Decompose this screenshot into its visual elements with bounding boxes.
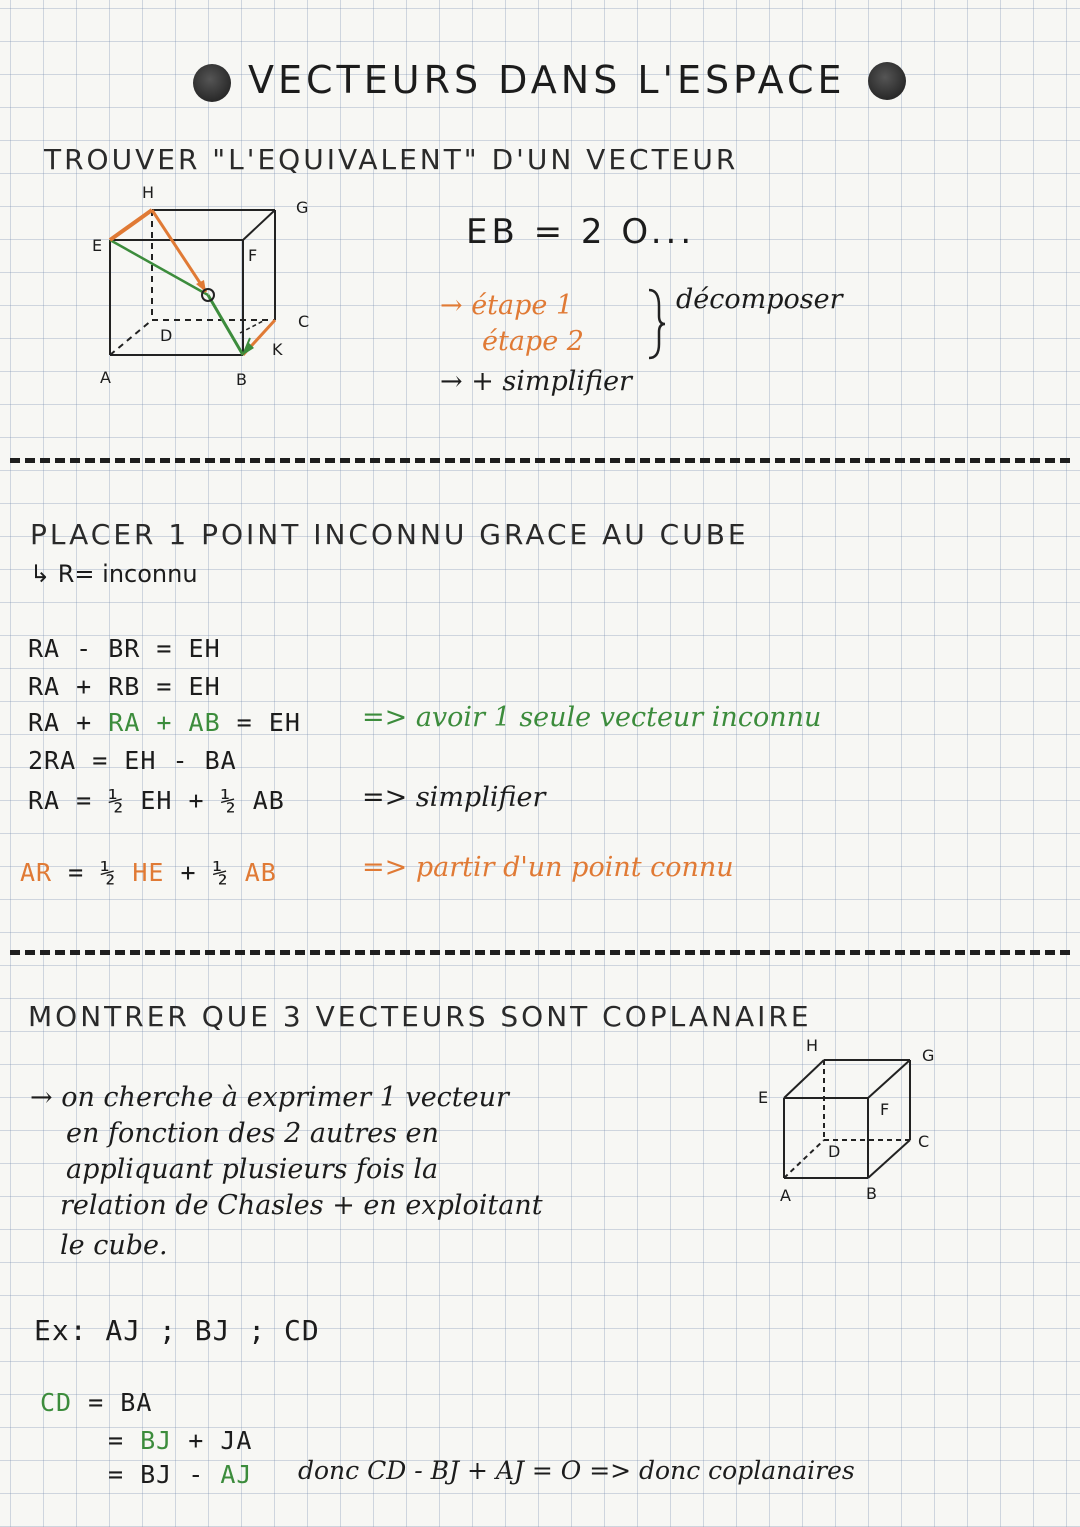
cube1-label-e: E xyxy=(92,236,103,255)
vector-he: HE xyxy=(132,858,165,887)
cube2-label-e: E xyxy=(758,1088,769,1107)
equation-line-2: RA + RB = EH xyxy=(28,672,221,701)
cube1-label-f: F xyxy=(248,246,258,265)
equation-line-3 xyxy=(28,708,301,737)
equation-final-plus: + ½ xyxy=(164,858,245,887)
cube2-label-f: F xyxy=(880,1100,890,1119)
note-simplify: => simplifier xyxy=(362,782,546,813)
equation-line-1: RA - BR = EH xyxy=(28,634,221,663)
cube1-label-a: A xyxy=(100,368,111,387)
cube2-label-b: B xyxy=(866,1184,877,1203)
equation-line-3-rest: = EH xyxy=(220,708,301,737)
cube2-label-a: A xyxy=(780,1186,791,1205)
section1-formula: EB = 2 O... xyxy=(466,212,696,252)
note-common-point: => partir d'un point connu xyxy=(362,852,734,883)
section1-heading: TROUVER "L'EQUIVALENT" D'UN VECTEUR xyxy=(44,143,739,176)
cube1-label-c: C xyxy=(298,312,310,331)
cube1-label-d: D xyxy=(160,326,173,345)
section3-text-2: en fonction des 2 autres en xyxy=(66,1118,439,1149)
equation-line-3-start: RA + xyxy=(28,708,109,737)
equation-line-5: RA = ½ EH + ½ AB xyxy=(28,786,285,815)
cube2-label-c: C xyxy=(918,1132,930,1151)
cube1-label-h: H xyxy=(142,183,155,202)
example-line: Ex: AJ ; BJ ; CD xyxy=(34,1314,320,1347)
equation-final xyxy=(20,858,277,887)
calc-line-3 xyxy=(108,1460,252,1489)
vector-cd: CD xyxy=(40,1388,73,1417)
calc-line-3-start: = BJ - xyxy=(108,1460,221,1489)
section3-heading: MONTRER QUE 3 VECTEURS SONT COPLANAIRE xyxy=(28,1000,812,1033)
calc-line-1 xyxy=(40,1388,152,1417)
vector-ab: AB xyxy=(244,858,277,887)
cube1-label-b: B xyxy=(236,370,247,389)
note-one-unknown: => avoir 1 seule vecteur inconnu xyxy=(362,702,822,733)
cube1-label-k: K xyxy=(272,340,283,359)
equation-final-eq: = ½ xyxy=(52,858,133,887)
brace-icon xyxy=(645,286,669,362)
section1-simplify: → + simplifier xyxy=(440,366,632,397)
section3-text-1: → on cherche à exprimer 1 vecteur xyxy=(30,1082,509,1113)
conclusion: donc CD - BJ + AJ = O => donc coplanaires xyxy=(298,1456,855,1485)
section3-text-4: relation de Chasles + en exploitant xyxy=(60,1190,543,1221)
section1-brace-label: décomposer xyxy=(676,284,843,315)
punch-hole-left xyxy=(193,64,231,102)
punch-hole-right xyxy=(868,62,906,100)
equation-line-3-green: RA + AB xyxy=(108,708,221,737)
section1-step1: → étape 1 xyxy=(440,290,574,321)
section3-text-3: appliquant plusieurs fois la xyxy=(66,1154,439,1185)
equation-line-4: 2RA = EH - BA xyxy=(28,746,237,775)
section2-heading: PLACER 1 POINT INCONNU GRACE AU CUBE xyxy=(30,518,749,551)
divider-1 xyxy=(10,458,1070,463)
calc-line-1-rest: = BA xyxy=(72,1388,153,1417)
vector-bj: BJ xyxy=(140,1426,173,1455)
calc-line-2-eq: = xyxy=(108,1426,141,1455)
cube2-label-g: G xyxy=(922,1046,935,1065)
calc-line-2-rest: + JA xyxy=(172,1426,253,1455)
section1-step2: étape 2 xyxy=(482,326,584,357)
section2-subheading: ↳ R= inconnu xyxy=(30,560,198,588)
cube2-label-d: D xyxy=(828,1142,841,1161)
page-title: VECTEURS DANS L'ESPACE xyxy=(248,58,846,102)
cube1-label-g: G xyxy=(296,198,309,217)
calc-line-2 xyxy=(108,1426,252,1455)
cube2-label-h: H xyxy=(806,1036,819,1055)
vector-aj: AJ xyxy=(220,1460,253,1489)
divider-2 xyxy=(10,950,1070,955)
section3-text-5: le cube. xyxy=(60,1230,168,1261)
vector-ar: AR xyxy=(20,858,53,887)
